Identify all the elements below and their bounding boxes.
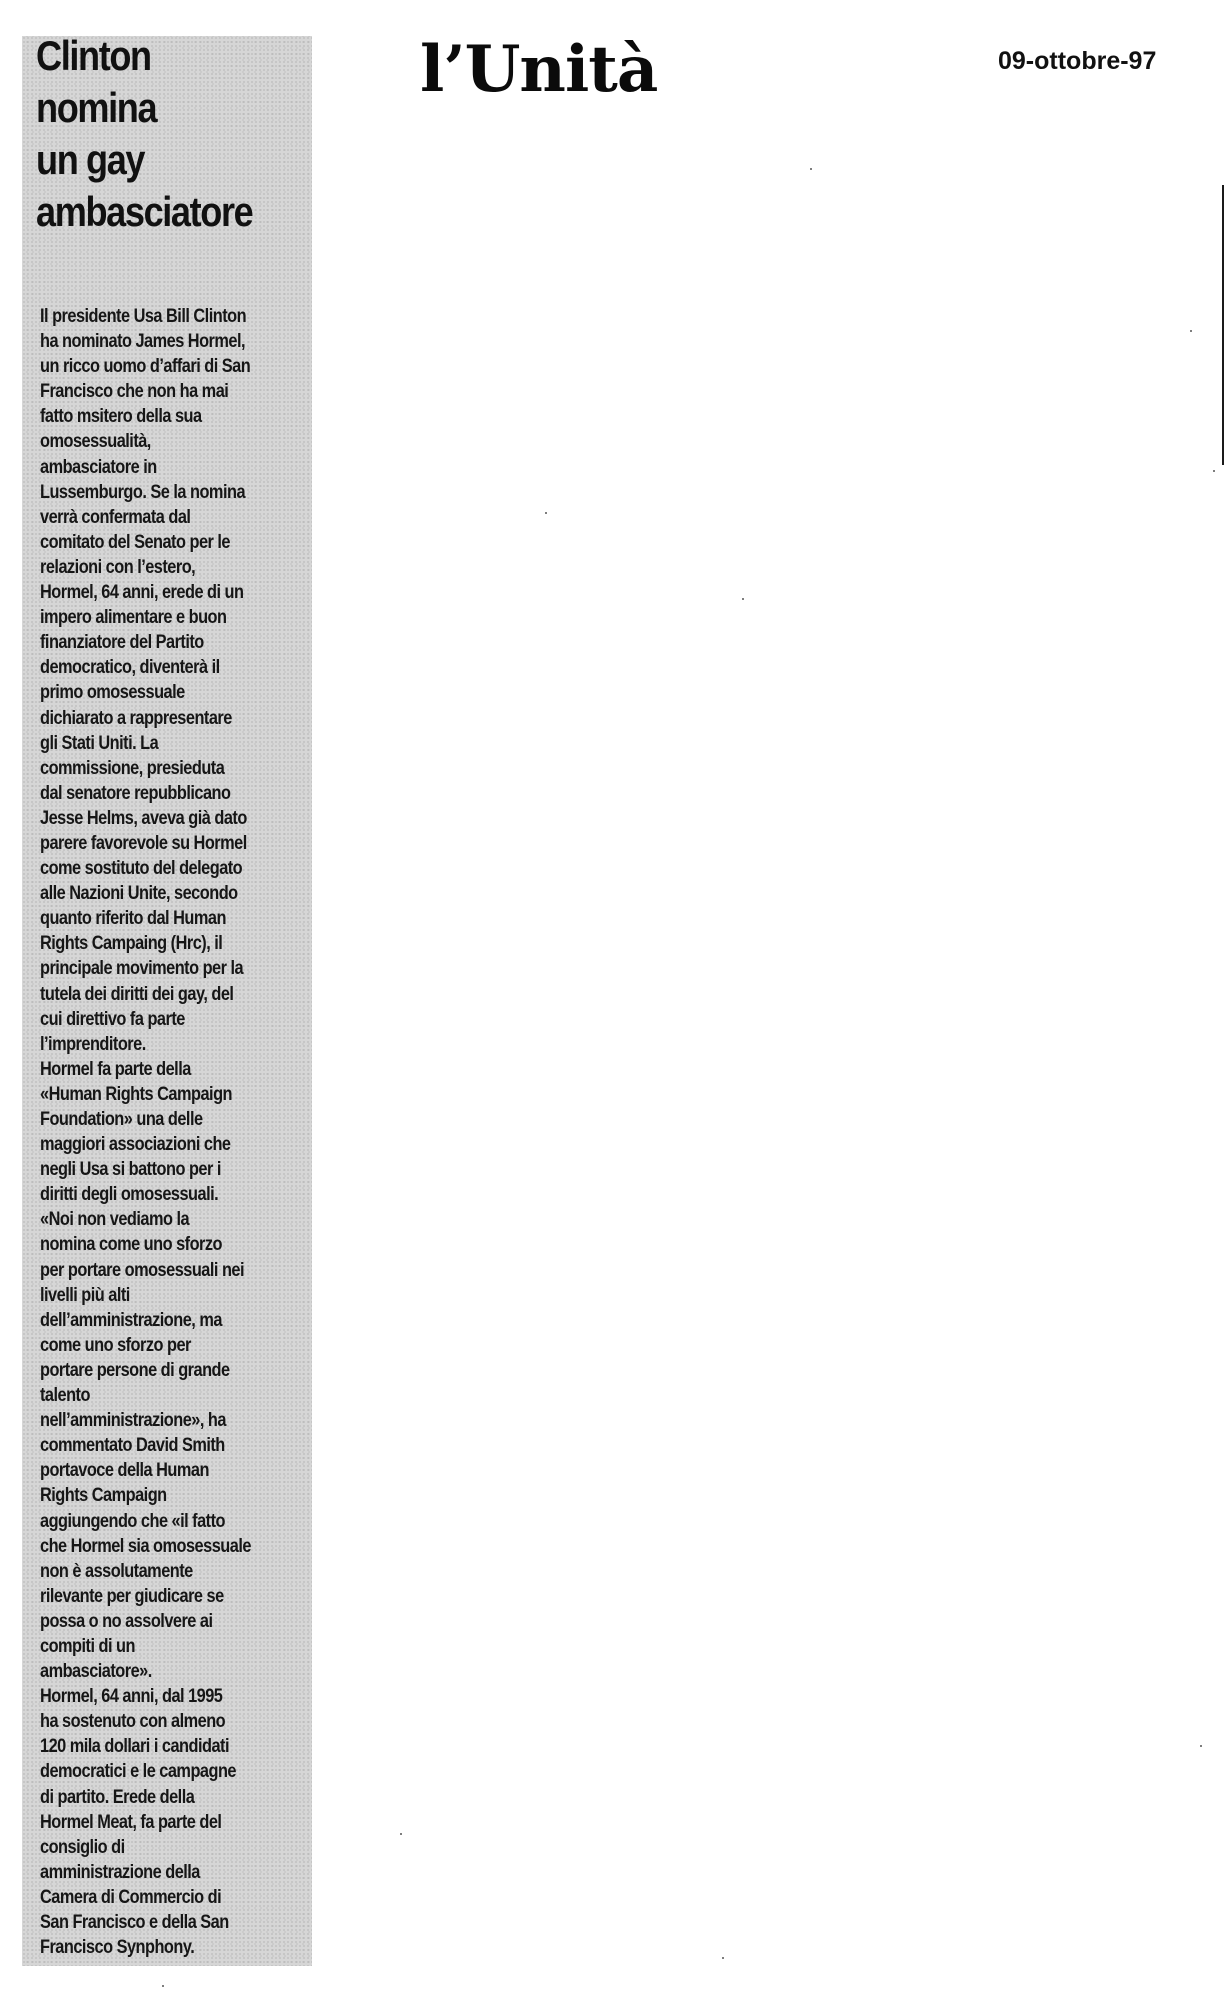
headline-line: ambasciatore: [36, 188, 253, 235]
body-line: gli Stati Uniti. La: [40, 732, 159, 754]
body-line: Hormel, 64 anni, erede di un: [40, 582, 244, 604]
body-line: impero alimentare e buon: [40, 607, 227, 629]
scan-edge-line: [1222, 185, 1224, 465]
body-line: quanto riferito dal Human: [40, 908, 226, 930]
body-line: compiti di un: [40, 1635, 135, 1657]
scan-speck: [1200, 1745, 1202, 1747]
body-line: San Francisco e della San: [40, 1912, 229, 1933]
body-line: maggiori associazioni che: [40, 1134, 231, 1156]
body-line: relazioni con l’estero,: [40, 556, 196, 578]
body-line: comitato del Senato per le: [40, 531, 230, 553]
body-line: per portare omosessuali nei: [40, 1259, 245, 1281]
body-line: ha sostenuto con almeno: [40, 1711, 226, 1733]
headline-line: un gay: [36, 136, 145, 183]
body-line: un ricco uomo d’affari di San: [40, 356, 251, 378]
body-line: possa o no assolvere ai: [40, 1610, 213, 1632]
body-line: consiglio di: [40, 1836, 125, 1858]
body-line: Camera di Commercio di: [40, 1886, 222, 1908]
body-line: Lussemburgo. Se la nomina: [40, 481, 246, 503]
scan-speck: [1190, 330, 1192, 332]
body-line: verrà confermata dal: [40, 506, 191, 528]
body-line: omosessualità,: [40, 431, 151, 453]
body-line: Francisco che non ha mai: [40, 381, 229, 403]
body-line: primo omosessuale: [40, 682, 185, 704]
body-line: alle Nazioni Unite, secondo: [40, 883, 238, 905]
body-line: amministrazione della: [40, 1861, 200, 1883]
body-line: nomina come uno sforzo: [40, 1234, 223, 1256]
body-line: Rights Campaing (Hrc), il: [40, 933, 223, 955]
article-headline: [36, 30, 268, 238]
body-line: fatto msitero della sua: [40, 406, 202, 428]
scan-speck: [1213, 470, 1215, 472]
headline-line: Clinton: [36, 32, 151, 79]
body-line: Hormel, 64 anni, dal 1995: [40, 1686, 223, 1708]
body-line: negli Usa si battono per i: [40, 1159, 221, 1181]
body-line: dichiarato a rappresentare: [40, 707, 232, 729]
body-line: non è assolutamente: [40, 1560, 193, 1582]
body-line: l’imprenditore.: [40, 1033, 146, 1055]
body-line: «Human Rights Campaign: [40, 1083, 233, 1105]
body-line: parere favorevole su Hormel: [40, 832, 247, 854]
body-line: Il presidente Usa Bill Clinton: [40, 306, 247, 327]
body-line: ambasciatore».: [40, 1661, 152, 1683]
body-line: tutela dei diritti dei gay, del: [40, 983, 234, 1005]
body-line: 120 mila dollari i candidati: [40, 1736, 229, 1758]
scan-speck: [545, 512, 547, 514]
scan-speck: [722, 1957, 724, 1959]
body-line: finanziatore del Partito: [40, 632, 204, 654]
body-line: ha nominato James Hormel,: [40, 331, 246, 353]
newspaper-masthead: l’Unità: [420, 32, 658, 107]
body-line: dal senatore repubblicano: [40, 782, 231, 804]
body-line: di partito. Erede della: [40, 1786, 195, 1808]
body-line: come sostituto del delegato: [40, 858, 243, 880]
body-line: rilevante per giudicare se: [40, 1585, 224, 1607]
body-line: Francisco Synphony.: [40, 1937, 195, 1959]
body-line: talento: [40, 1385, 90, 1407]
body-line: nell’amministrazione», ha: [40, 1410, 226, 1432]
body-line: commissione, presieduta: [40, 757, 225, 779]
body-line: «Noi non vediamo la: [40, 1209, 190, 1231]
body-line: Hormel Meat, fa parte del: [40, 1811, 222, 1833]
article-body: [40, 304, 274, 1960]
body-line: aggiungendo che «il fatto: [40, 1510, 226, 1532]
body-line: principale movimento per la: [40, 958, 244, 980]
body-line: come uno sforzo per: [40, 1334, 191, 1356]
body-line: portare persone di grande: [40, 1359, 230, 1381]
body-line: Jesse Helms, aveva già dato: [40, 807, 247, 829]
body-line: Foundation» una delle: [40, 1109, 203, 1130]
body-line: democratico, diventerà il: [40, 657, 220, 679]
body-line: Hormel fa parte della: [40, 1058, 191, 1080]
scan-speck: [810, 168, 812, 170]
body-line: livelli più alti: [40, 1284, 130, 1306]
headline-line: nomina: [36, 84, 157, 131]
body-line: che Hormel sia omosessuale: [40, 1535, 251, 1557]
body-line: Rights Campaign: [40, 1485, 167, 1507]
scan-speck: [162, 1985, 164, 1987]
body-line: commentato David Smith: [40, 1435, 225, 1457]
body-line: democratici e le campagne: [40, 1761, 236, 1783]
body-line: cui direttivo fa parte: [40, 1008, 185, 1030]
scan-speck: [400, 1833, 402, 1835]
body-line: dell’amministrazione, ma: [40, 1309, 222, 1331]
scan-speck: [742, 598, 744, 600]
body-line: ambasciatore in: [40, 456, 157, 478]
body-line: diritti degli omosessuali.: [40, 1184, 219, 1206]
publication-date: 09-ottobre-97: [998, 47, 1157, 75]
body-line: portavoce della Human: [40, 1460, 209, 1482]
